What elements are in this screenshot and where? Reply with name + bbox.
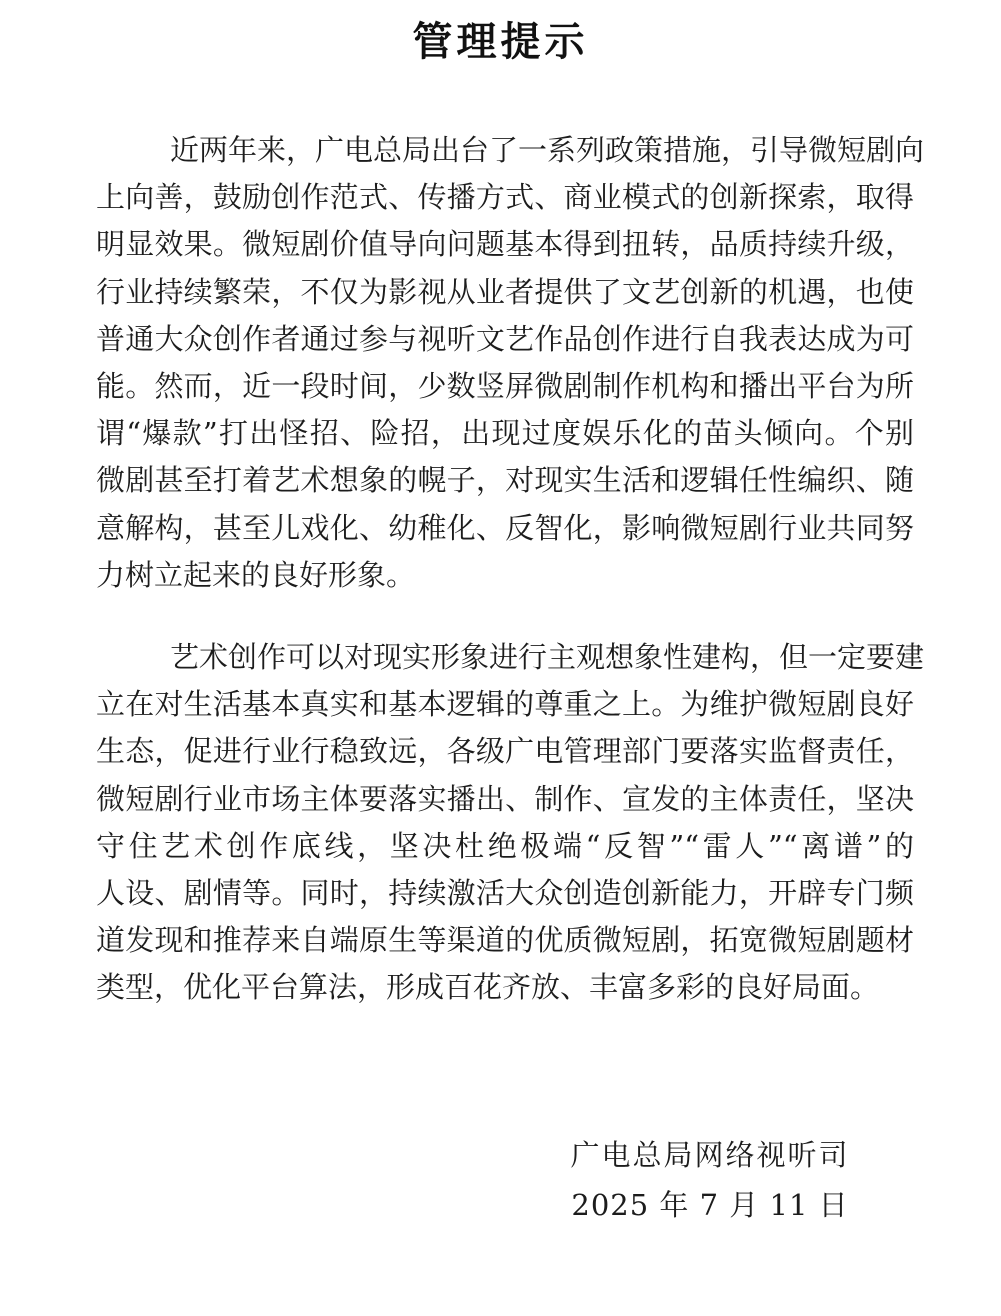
paragraph-1 (96, 127, 925, 599)
text-line: 微短剧行业市场主体要落实播出、制作、宣发的主体责任，坚决 (96, 781, 914, 816)
text-line: 近两年来，广电总局出台了一系列政策措施，引导微短剧向 (170, 133, 925, 167)
text-line: 人设、剧情等。同时，持续激活大众创造创新能力，开辟专门频 (96, 875, 914, 910)
text-line: 道发现和推荐来自端原生等渠道的优质微短剧，拓宽微短剧题材 (96, 923, 914, 958)
text-line: 行业持续繁荣，不仅为影视从业者提供了文艺创新的机遇，也使 (96, 274, 914, 309)
text-line: 谓“爆款”打出怪招、险招，出现过度娱乐化的苗头倾向。个别 (96, 416, 914, 451)
text-line: 能。然而，近一段时间，少数竖屏微剧制作机构和播出平台为所 (96, 368, 914, 403)
text-line: 普通大众创作者通过参与视听文艺作品创作进行自我表达成为可 (96, 321, 914, 356)
signature-date: 2025 年 7 月 11 日 (571, 1188, 849, 1222)
text-line: 生态，促进行业行稳致远，各级广电管理部门要落实监督责任， (96, 734, 914, 769)
text-line: 力树立起来的良好形象。 (96, 557, 416, 592)
text-line: 明显效果。微短剧价值导向问题基本得到扭转，品质持续升级， (96, 227, 914, 262)
text-line: 艺术创作可以对现实形象进行主观想象性建构，但一定要建 (170, 640, 925, 674)
text-line: 守住艺术创作底线，坚决杜绝极端“反智”“雷人”“离谱”的 (96, 828, 914, 863)
text-line: 立在对生活基本真实和基本逻辑的尊重之上。为维护微短剧良好 (96, 687, 914, 722)
document-title: 管理提示 (412, 18, 589, 65)
text-line: 微剧甚至打着艺术想象的幌子，对现实生活和逻辑任性编织、随 (96, 463, 914, 498)
text-line: 类型，优化平台算法，形成百花齐放、丰富多彩的良好局面。 (96, 970, 880, 1005)
signature-organization: 广电总局网络视听司 (570, 1138, 850, 1172)
text-line: 上向善，鼓励创作范式、传播方式、商业模式的创新探索，取得 (96, 180, 914, 215)
text-line: 意解构，甚至儿戏化、幼稚化、反智化，影响微短剧行业共同努 (96, 510, 914, 545)
paragraph-2 (96, 634, 925, 1012)
